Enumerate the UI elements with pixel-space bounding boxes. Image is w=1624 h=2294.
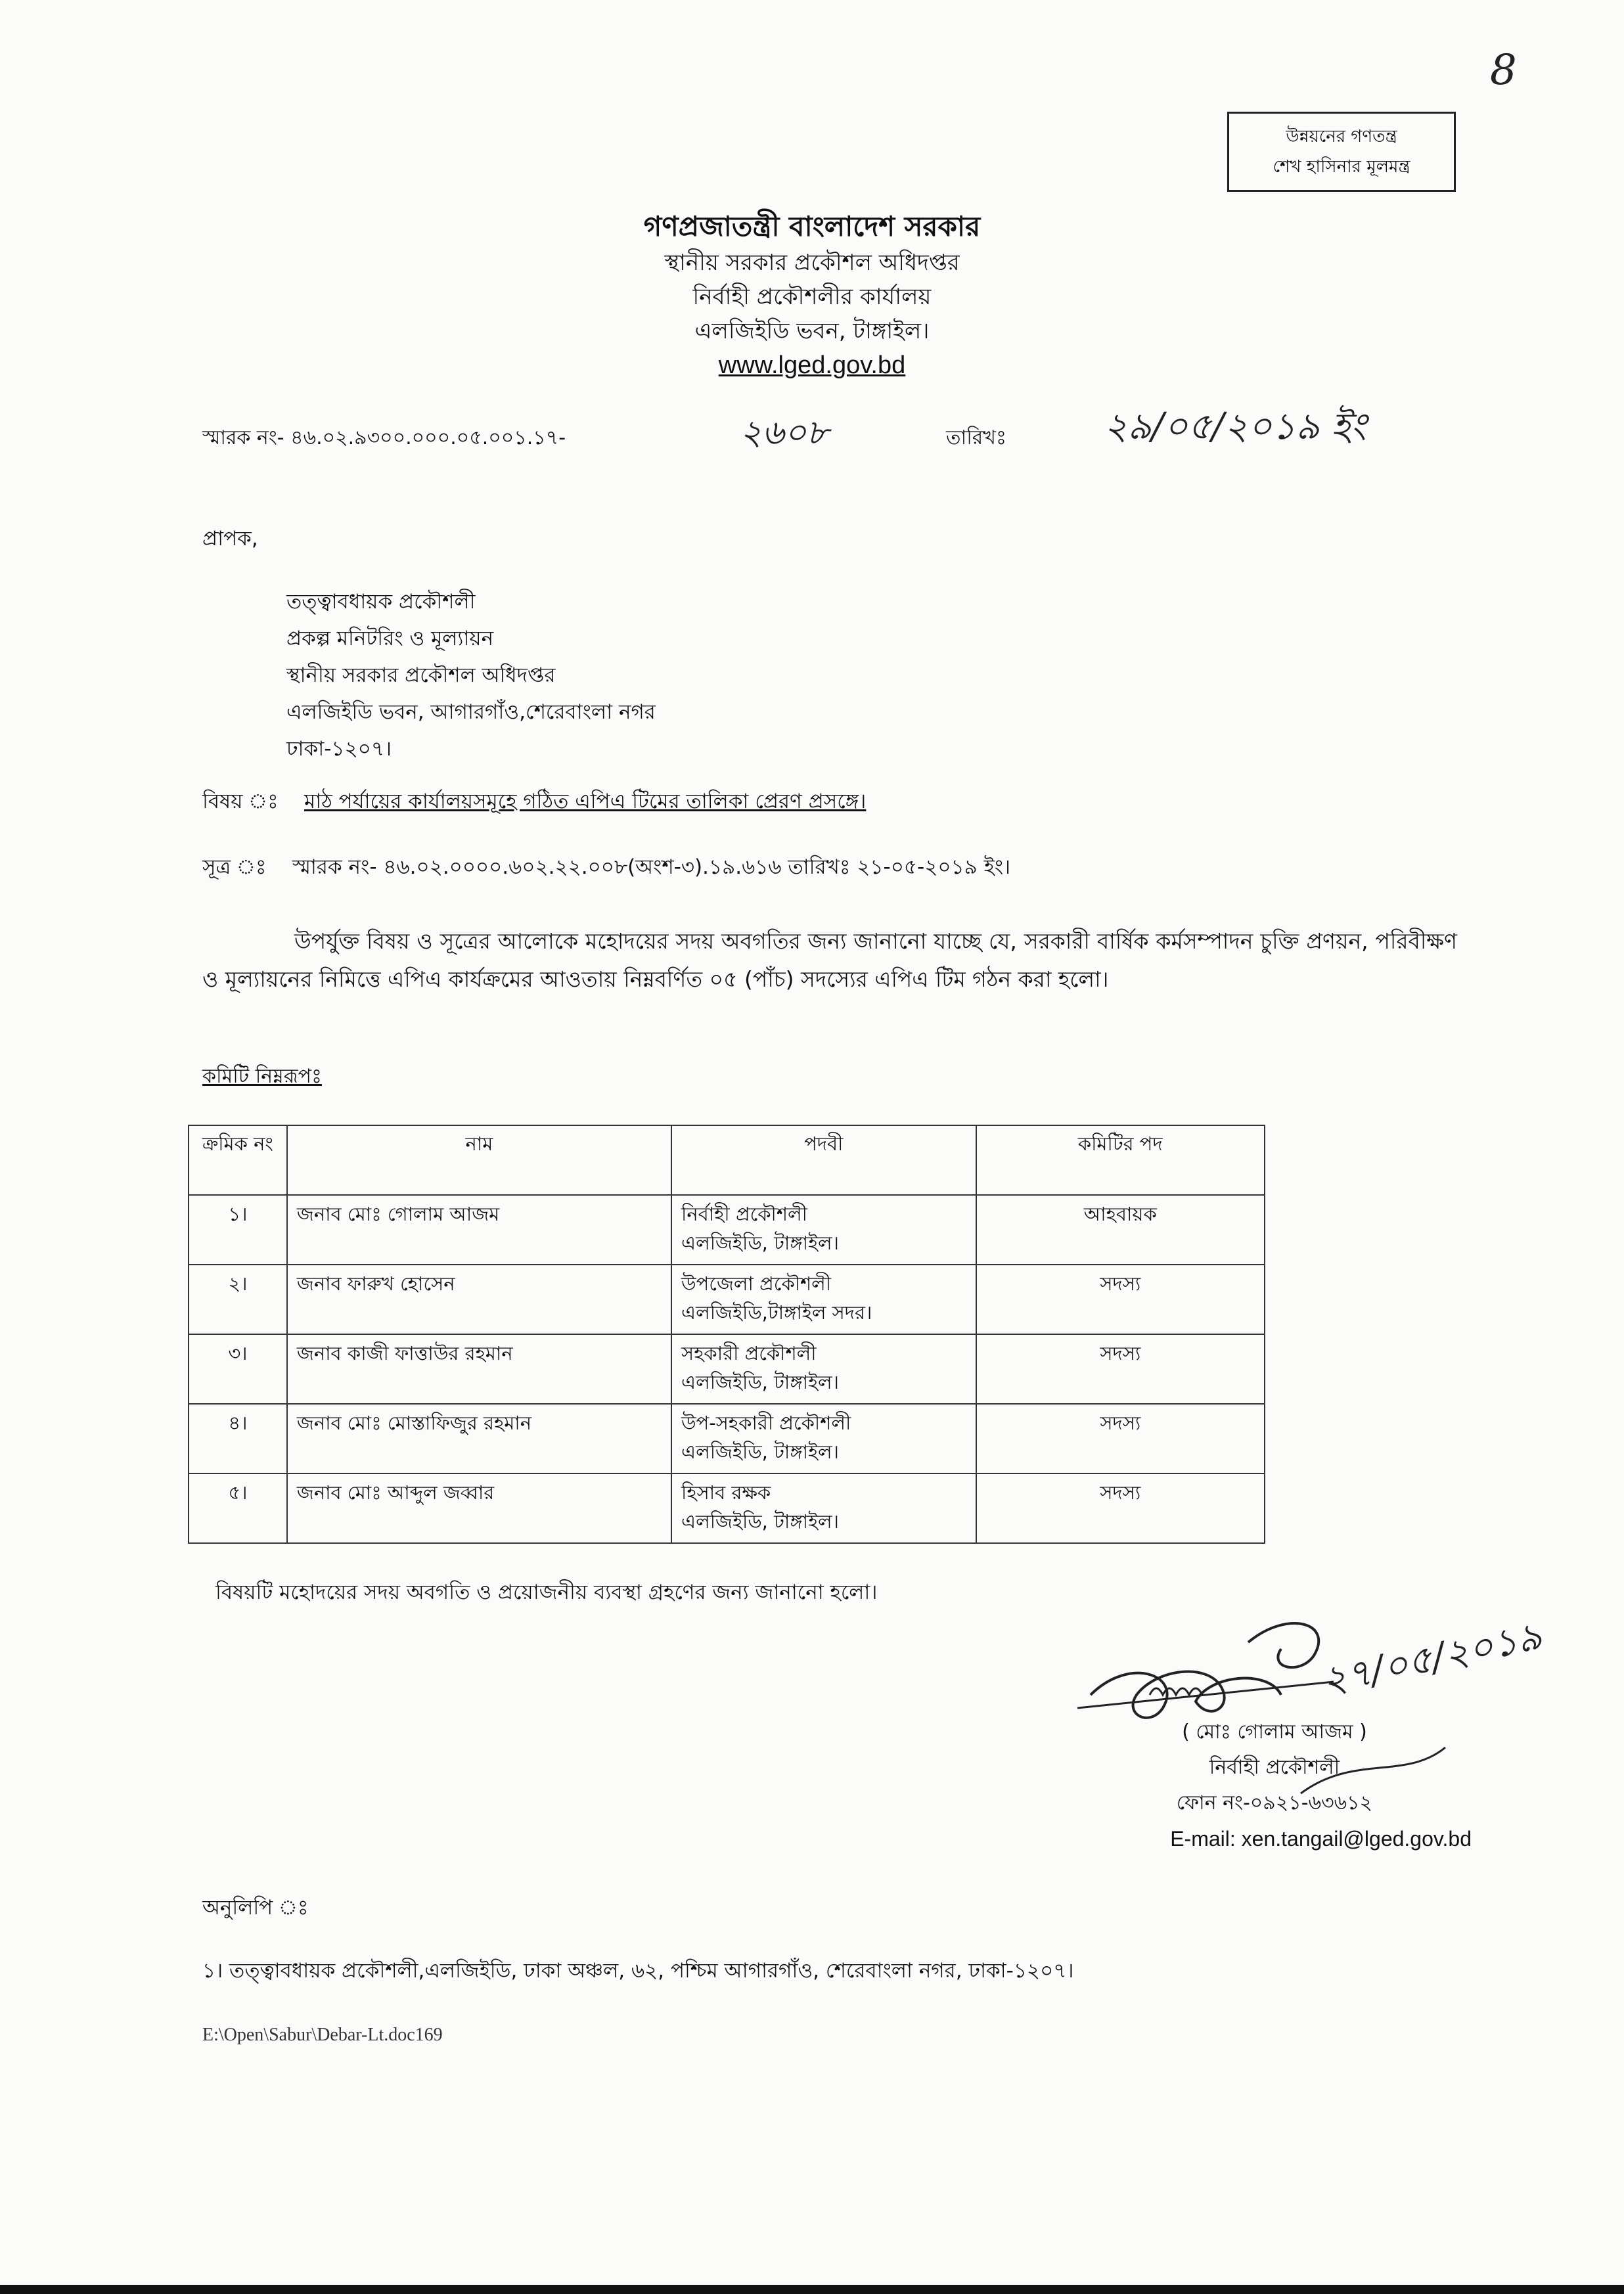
office-address: এলজিইডি ভবন, টাঙ্গাইল। [694,318,930,344]
recipient-line: ঢাকা-১২০৭। [286,737,392,761]
cell-serial: ৪। [189,1404,287,1473]
cell-name: জনাব কাজী ফাত্তাউর রহমান [287,1334,671,1404]
cell-designation [671,1473,976,1543]
header-designation: পদবী [671,1125,976,1195]
cell-role: সদস্য [976,1265,1265,1334]
header-role: কমিটির পদ [976,1125,1265,1195]
recipient-line: তত্ত্বাবধায়ক প্রকৌশলী [286,590,476,614]
memo-number-handwritten: ২৬০৮ [740,413,829,453]
cell-serial: ২। [189,1265,287,1334]
website-link[interactable]: www.lged.gov.bd [718,351,906,379]
designation-title: উপজেলা প্রকৌশলী [681,1272,832,1295]
designation-title: উপ-সহকারী প্রকৌশলী [681,1412,851,1434]
office-name: নির্বাহী প্রকৌশলীর কার্যালয় [692,284,932,310]
cell-role: সদস্য [976,1334,1265,1404]
recipient-label: প্রাপক, [202,527,258,551]
signatory-email[interactable]: E-mail: xen.tangail@lged.gov.bd [1170,1827,1472,1851]
cell-role: সদস্য [976,1404,1265,1473]
designation-office: এলজিইডি, টাঙ্গাইল। [681,1232,840,1254]
committee-table [188,1125,1265,1544]
cell-designation [671,1334,976,1404]
recipient-address [286,583,656,767]
signatory-phone: ফোন নং-০৯২১-৬৩৬১২ [1176,1791,1373,1814]
page-number: 8 [1490,46,1517,95]
slogan-line-2: শেখ হাসিনার মূলমন্ত্র [1273,157,1410,177]
department-name: স্থানীয় সরকার প্রকৌশল অধিদপ্তর [664,250,960,276]
reference-row [202,851,1010,886]
cell-serial: ৩। [189,1334,287,1404]
committee-label: কমিটি নিম্নরূপঃ [202,1065,322,1088]
cell-role: আহবায়ক [976,1195,1265,1265]
cell-name: জনাব মোঃ গোলাম আজম [287,1195,671,1265]
table-row [189,1334,1265,1404]
table-header-row [189,1125,1265,1195]
reference-text: স্মারক নং- ৪৬.০২.০০০০.৬০২.২২.০০৮(অংশ-৩).১৯.৬১৬ তারিখঃ ২১-০৫-২০১৯ ইং। [292,855,1011,879]
cell-designation [671,1404,976,1473]
designation-title: সহকারী প্রকৌশলী [681,1342,817,1364]
cell-designation [671,1195,976,1265]
cell-designation [671,1265,976,1334]
recipient-line: স্থানীয় সরকার প্রকৌশল অধিদপ্তর [286,663,556,687]
designation-office: এলজিইডি, টাঙ্গাইল। [681,1371,840,1393]
government-title: গণপ্রজাতন্ত্রী বাংলাদেশ সরকার [643,210,981,242]
slogan-box [1227,112,1456,192]
signature-block [1077,1715,1472,1856]
table-row [189,1473,1265,1543]
subject-label: বিষয় ঃ [202,790,279,813]
signatory-name: ( মোঃ গোলাম আজম ) [1182,1720,1367,1743]
table-row [189,1265,1265,1334]
designation-office: এলজিইডি,টাঙ্গাইল সদর। [681,1301,872,1324]
body-paragraph: উপর্যুক্ত বিষয় ও সূত্রের আলোকে মহোদয়ের সদয় অবগতির জন্য জানানো যাচ্ছে যে, সরকারী বার্ষিক কর্মসম্পাদন চুক্তি প্রণয়ন, পরিবীক্ষণ ও মূল্যায়নের নিমিত্তে এপিএ কার্যক্রমের আওতায় নিম্নবর্ণিত ০৫ (পাঁচ) সদস্যের এপিএ টিম গঠন করা হলো। [202,928,1457,992]
date-label: তারিখঃ [946,426,1006,449]
copy-item: ১। তত্ত্বাবধায়ক প্রকৌশলী,এলজিইডি, ঢাকা অঞ্চল, ৬২, পশ্চিম আগারগাঁও, শেরেবাংলা নগর, ঢাকা-১২০৭। [202,1959,1074,1983]
header-name: নাম [287,1125,671,1195]
closing-sentence: বিষয়টি মহোদয়ের সদয় অবগতি ও প্রয়োজনীয় ব্যবস্থা গ্রহণের জন্য জানানো হলো। [215,1581,878,1604]
designation-office: এলজিইডি, টাঙ্গাইল। [681,1510,840,1533]
table-row [189,1195,1265,1265]
file-path: E:\Open\Sabur\Debar-Lt.doc169 [202,2025,443,2045]
cell-name: জনাব ফারুখ হোসেন [287,1265,671,1334]
slogan-line-1: উন্নয়নের গণতন্ত্র [1286,127,1397,146]
cell-serial: ৫। [189,1473,287,1543]
recipient-line: এলজিইডি ভবন, আগারগাঁও,শেরেবাংলা নগর [286,700,656,724]
cell-name: জনাব মোঃ মোস্তাফিজুর রহমান [287,1404,671,1473]
cell-serial: ১। [189,1195,287,1265]
header-serial: ক্রমিক নং [189,1125,287,1195]
designation-office: এলজিইডি, টাঙ্গাইল। [681,1441,840,1463]
memo-number-label: স্মারক নং- ৪৬.০২.৯৩০০.০০০.০৫.০০১.১৭- [202,426,566,449]
designation-title: হিসাব রক্ষক [681,1481,771,1504]
recipient-line: প্রকল্প মনিটরিং ও মূল্যায়ন [286,627,494,650]
copy-label: অনুলিপি ঃ [202,1896,309,1920]
table-row [189,1404,1265,1473]
subject-row [202,786,866,820]
cell-role: সদস্য [976,1473,1265,1543]
signatory-title: নির্বাহী প্রকৌশলী [1209,1756,1340,1779]
scan-edge [0,2285,1624,2294]
reference-label: সূত্র ঃ [202,855,267,879]
date-handwritten: ২৯/০৫/২০১৯ ইং [1104,405,1366,448]
signature-date-handwritten: ২৭/০৫/২০১৯ [1317,1613,1546,1703]
letterhead [549,208,1075,382]
designation-title: নির্বাহী প্রকৌশলী [681,1203,807,1225]
subject-text: মাঠ পর্যায়ের কার্যালয়সমূহে গঠিত এপিএ টিমের তালিকা প্রেরণ প্রসঙ্গে। [304,790,867,813]
cell-name: জনাব মোঃ আব্দুল জব্বার [287,1473,671,1543]
